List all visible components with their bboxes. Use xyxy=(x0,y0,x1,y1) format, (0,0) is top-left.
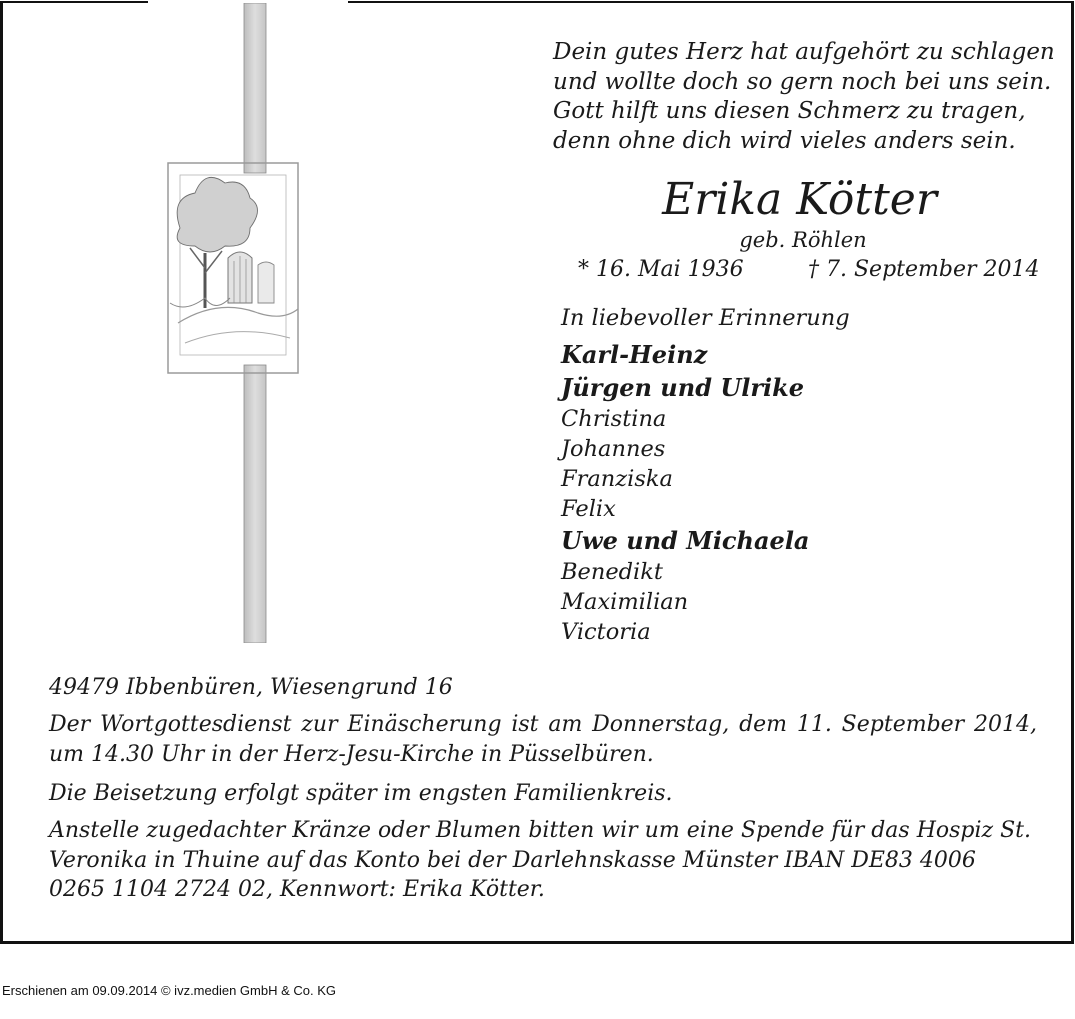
sketch-illustration xyxy=(150,3,320,643)
poem xyxy=(553,38,1055,156)
death-date: † 7. September 2014 xyxy=(808,257,1040,282)
mourner-name: Maximilian xyxy=(561,589,689,615)
mourners-intro: In liebevoller Erinnerung xyxy=(561,305,850,331)
mourner-name: Johannes xyxy=(561,436,666,462)
mourners-list xyxy=(561,303,850,647)
burial-info: Die Beisetzung erfolgt später im engsten Familienkreis. xyxy=(49,781,673,806)
birth-date: * 16. Mai 1936 xyxy=(578,257,744,282)
poem-line: Gott hilft uns diesen Schmerz zu tragen, xyxy=(553,98,1026,124)
mourner-name: Felix xyxy=(561,496,616,522)
poem-line: und wollte doch so gern noch bei uns sein. xyxy=(553,68,1052,95)
donation-info: Anstelle zugedachter Kränze oder Blumen bitten wir um eine Spende für das Hospiz St. Veronika in Thuine auf das Konto bei der Darlehnskasse Münster IBAN DE83 4006 0265 1104 2724 02, Kennwort: Erika Kötter. xyxy=(49,818,1032,902)
publication-footer: Erschienen am 09.09.2014 © ivz.medien GmbH & Co. KG xyxy=(2,983,337,998)
mourner-name: Franziska xyxy=(561,466,673,492)
service-info: Der Wortgottesdienst zur Einäscherung ist am Donnerstag, dem 11. September 2014, um 14.30 Uhr in der Herz-Jesu-Kirche in Püsselbüren. xyxy=(49,712,1037,767)
deceased-name: Erika Kötter xyxy=(662,174,937,225)
poem-line: Dein gutes Herz hat aufgehört zu schlagen xyxy=(553,39,1055,65)
maiden-name: geb. Röhlen xyxy=(739,228,867,252)
mourner-name: Christina xyxy=(561,406,667,432)
mourner-name: Uwe und Michaela xyxy=(561,526,810,555)
mourner-name: Karl-Heinz xyxy=(561,340,708,369)
mourner-name: Benedikt xyxy=(561,559,663,585)
poem-line: denn ohne dich wird vieles anders sein. xyxy=(553,127,1016,154)
address: 49479 Ibbenbüren, Wiesengrund 16 xyxy=(49,675,453,700)
mourner-name: Victoria xyxy=(561,619,651,645)
mourner-name: Jürgen und Ulrike xyxy=(561,373,805,402)
